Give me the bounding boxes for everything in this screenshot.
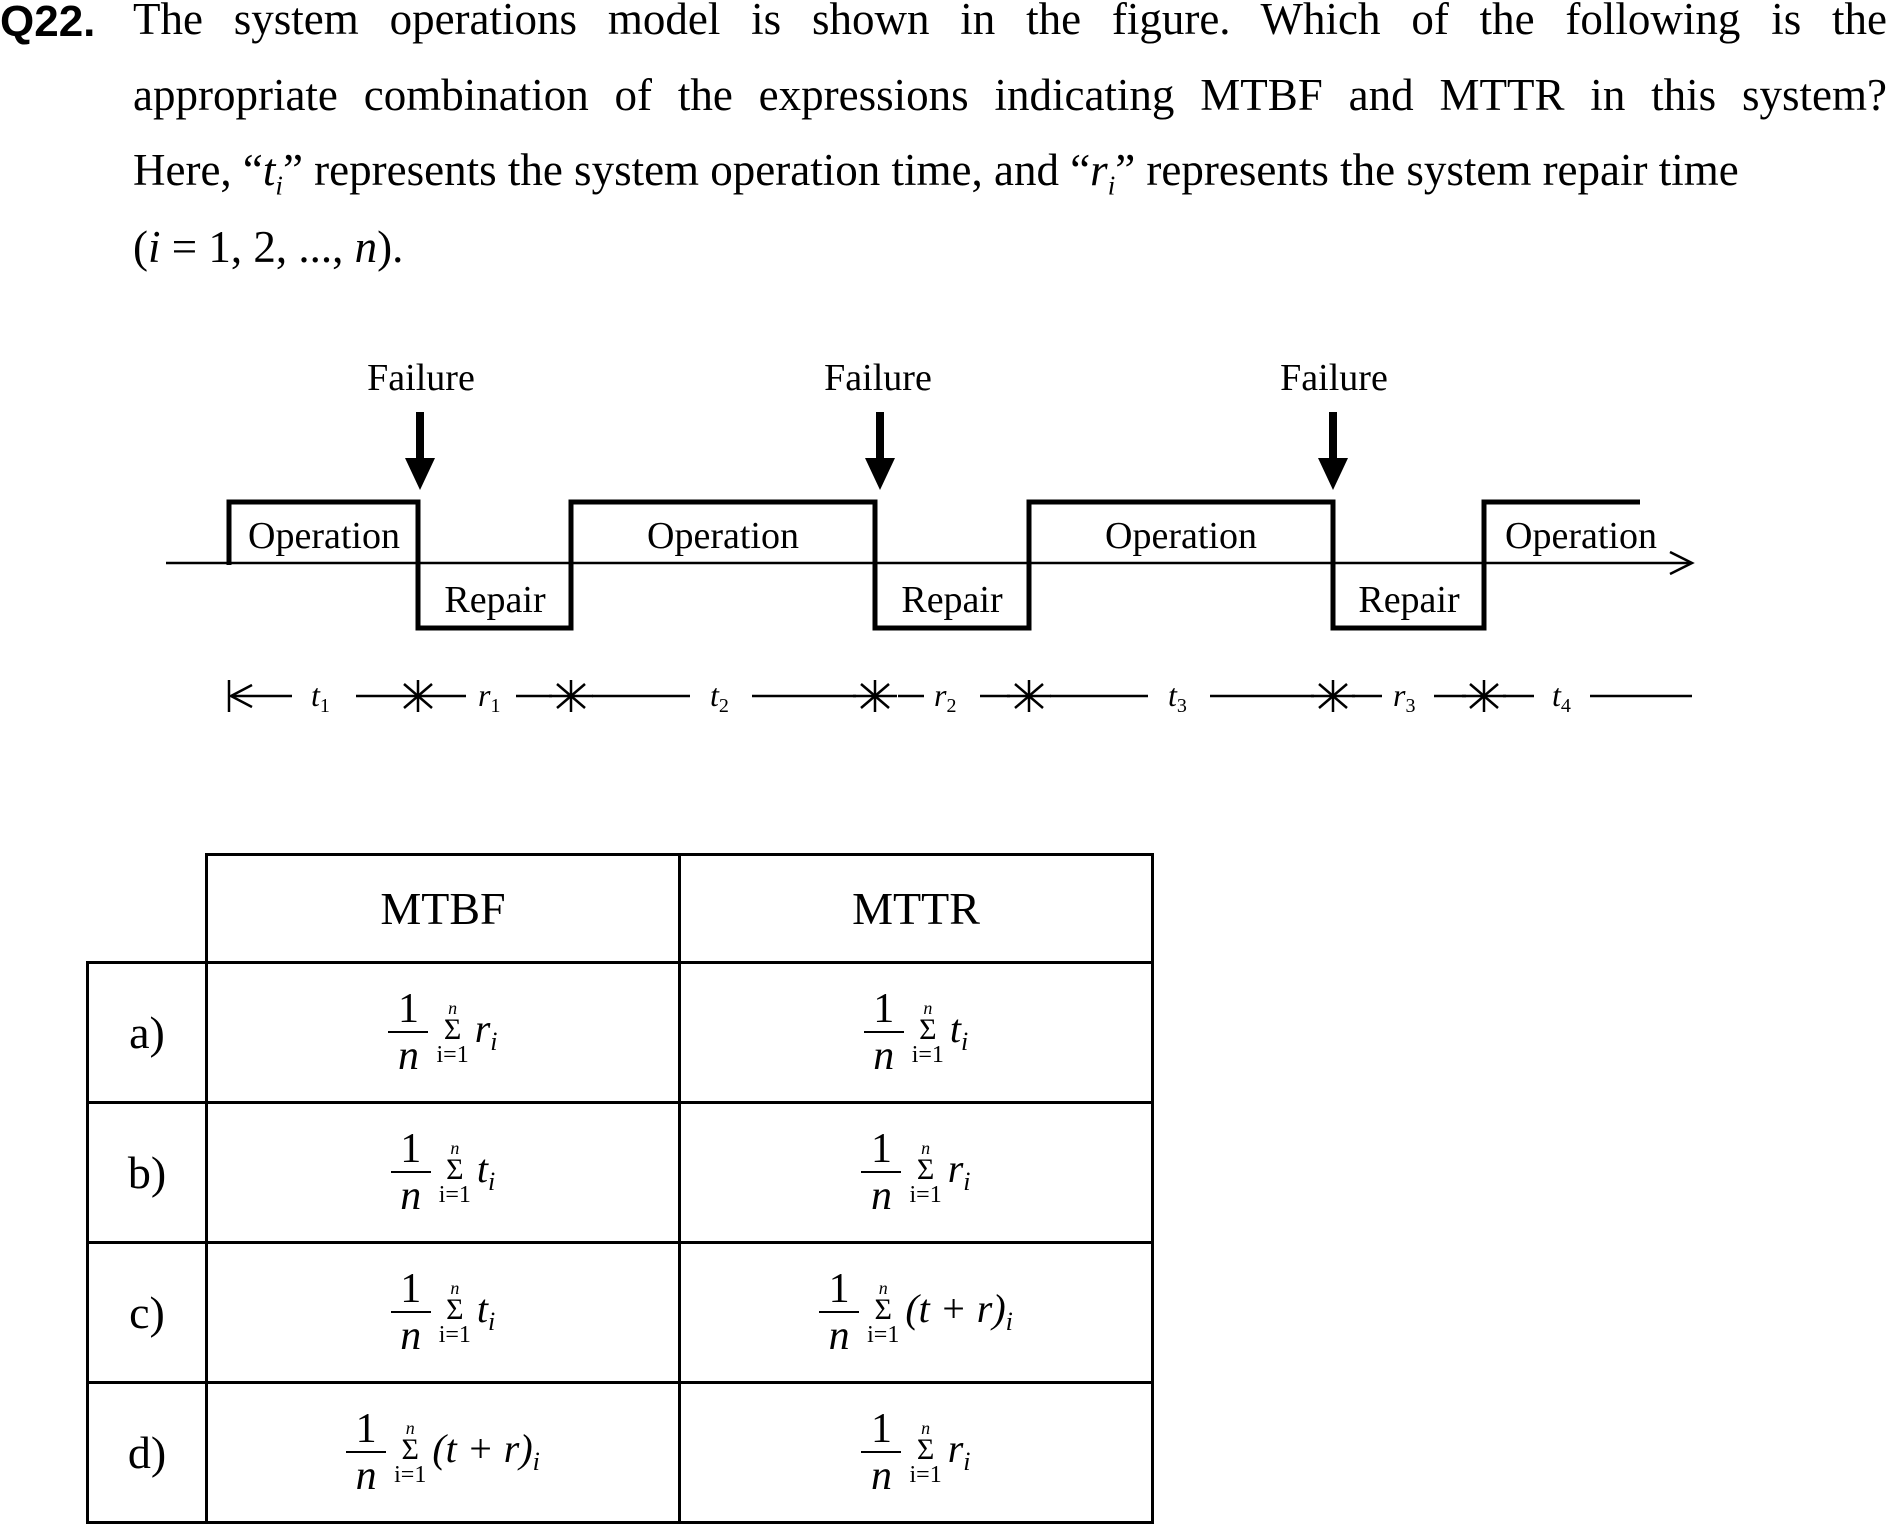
failure-arrow-icon-3	[1318, 412, 1348, 490]
header-mttr: MTTR	[680, 855, 1153, 963]
table-header-row	[88, 855, 1153, 963]
failure-arrow-icon-1	[405, 412, 435, 490]
option-row-b[interactable]	[88, 1103, 1153, 1243]
mtbf-formula: $\frac{1}{n}$ n Σ i=1 $t_i$	[391, 1267, 496, 1359]
mtbf-formula-cell	[207, 963, 680, 1103]
mttr-formula-cell	[680, 1243, 1153, 1383]
header-mtbf: MTBF	[207, 855, 680, 963]
mtbf-formula: $\frac{1}{n}$ n Σ i=1 $(t + r)_i$	[346, 1407, 540, 1499]
failure-label-3: Failure	[1280, 357, 1388, 399]
mttr-formula: $\frac{1}{n}$ n Σ i=1 $r_i$	[861, 1407, 970, 1499]
header-blank-cell	[88, 855, 207, 963]
question-line-1: The system operations model is shown in the figure. Which of the following is the	[133, 0, 1887, 44]
question-line-2: appropriate combination of the expressions indicating MTBF and MTTR in this system?	[133, 70, 1887, 120]
option-label: b)	[88, 1103, 207, 1243]
repair-label-2: Repair	[901, 579, 1003, 621]
mttr-formula: $\frac{1}{n}$ n Σ i=1 $(t + r)_i$	[819, 1267, 1013, 1359]
answer-options-table	[86, 853, 1154, 1524]
operations-timing-diagram	[0, 350, 1887, 730]
failure-arrow-icon-2	[865, 412, 895, 490]
option-label: d)	[88, 1383, 207, 1523]
operation-label-2: Operation	[647, 515, 799, 557]
option-row-c[interactable]	[88, 1243, 1153, 1383]
mttr-formula-cell	[680, 1383, 1153, 1523]
mtbf-formula-cell	[207, 1243, 680, 1383]
mttr-formula-cell	[680, 963, 1153, 1103]
interval-label-t4: t4	[1552, 677, 1571, 717]
mtbf-formula: $\frac{1}{n}$ n Σ i=1 $r_i$	[388, 987, 497, 1079]
operation-label-1: Operation	[248, 515, 400, 557]
failure-label-2: Failure	[824, 357, 932, 399]
interval-label-t2: t2	[710, 677, 729, 717]
operation-label-4: Operation	[1505, 515, 1657, 557]
question-line-3: Here, “$t_i$” represents the system operation time, and “$r_i$” represents the system repair time	[133, 145, 1739, 201]
mtbf-formula-cell	[207, 1383, 680, 1523]
mttr-formula: $\frac{1}{n}$ n Σ i=1 $r_i$	[861, 1127, 970, 1219]
failure-label-1: Failure	[367, 357, 475, 399]
option-label: c)	[88, 1243, 207, 1383]
repair-label-3: Repair	[1358, 579, 1460, 621]
mtbf-formula: $\frac{1}{n}$ n Σ i=1 $t_i$	[391, 1127, 496, 1219]
option-row-d[interactable]	[88, 1383, 1153, 1523]
interval-label-r3: r3	[1393, 677, 1416, 717]
interval-label-r1: r1	[478, 677, 501, 717]
question-line-4: (i = 1, 2, ..., n).	[133, 222, 404, 272]
option-label: a)	[88, 963, 207, 1103]
interval-label-r2: r2	[934, 677, 957, 717]
interval-label-t1: t1	[311, 677, 330, 717]
question-number: Q22.	[0, 0, 96, 46]
option-row-a[interactable]	[88, 963, 1153, 1103]
interval-label-t3: t3	[1168, 677, 1187, 717]
operation-label-3: Operation	[1105, 515, 1257, 557]
mttr-formula: $\frac{1}{n}$ n Σ i=1 $t_i$	[864, 987, 969, 1079]
mtbf-formula-cell	[207, 1103, 680, 1243]
mttr-formula-cell	[680, 1103, 1153, 1243]
repair-label-1: Repair	[444, 579, 546, 621]
